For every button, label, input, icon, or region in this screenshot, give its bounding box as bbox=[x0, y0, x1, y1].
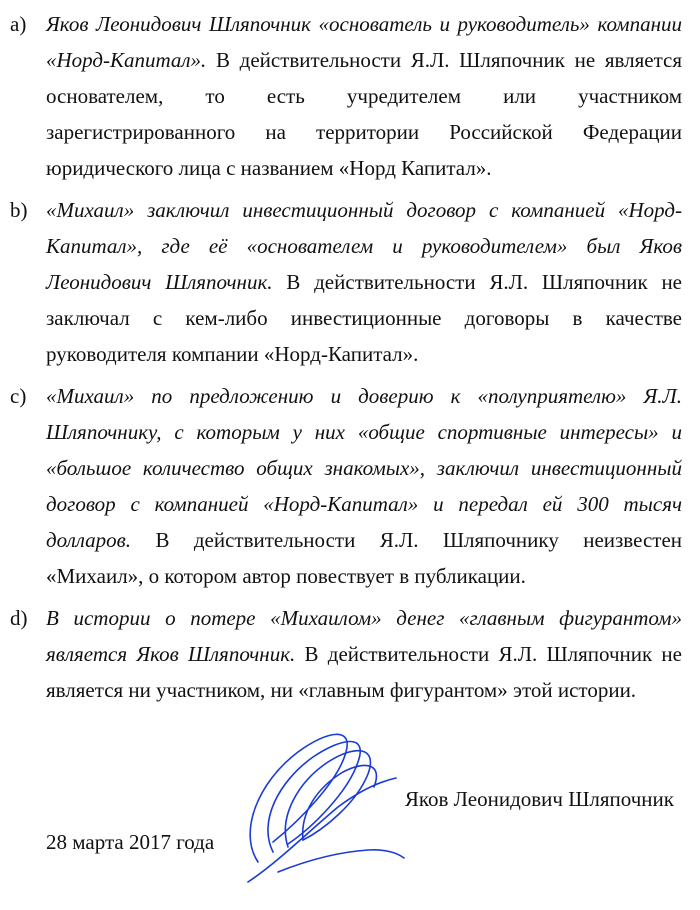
list-item bbox=[10, 378, 682, 594]
list-item bbox=[10, 192, 682, 372]
item-body bbox=[46, 192, 682, 372]
response-text: В действительности Я.Л. Шляпочник не является ни участником, ни «главным фигурантом» этой истории. bbox=[46, 642, 682, 702]
list-marker: a) bbox=[10, 12, 27, 36]
list-marker: c) bbox=[10, 384, 27, 408]
response-text: В действительности Я.Л. Шляпочник не заключал с кем-либо инвестиционные договоры в качестве руководителя компании «Норд-Капитал». bbox=[46, 270, 683, 366]
handwritten-signature bbox=[218, 712, 408, 902]
item-body bbox=[46, 600, 682, 708]
response-text: В действительности Я.Л. Шляпочнику неизвестен «Михаил», о котором автор повествует в публикации. bbox=[46, 528, 683, 588]
claim-text: В истории о потере «Михаилом» денег «главным фигурантом» является Яков Шляпочник. bbox=[46, 606, 682, 666]
claim-text: «Михаил» заключил инвестиционный договор с компанией «Норд-Капитал», где её «основателем и руководителем» был Яков Леонидович Шляпочник. bbox=[46, 198, 682, 294]
response-text: В действительности Я.Л. Шляпочник не является основателем, то есть учредителем или участником зарегистрированного на территории Российской Федерации юридического лица с названием «Норд Капитал». bbox=[46, 48, 682, 180]
claim-text: Яков Леонидович Шляпочник «основатель и руководитель» компании «Норд-Капитал». bbox=[46, 12, 682, 72]
list-item bbox=[10, 600, 682, 708]
list-item bbox=[10, 6, 682, 186]
list-marker: d) bbox=[10, 606, 28, 630]
item-body bbox=[46, 378, 682, 594]
signatory-name: Яков Леонидович Шляпочник bbox=[404, 787, 674, 811]
item-body bbox=[46, 6, 682, 186]
claim-text: «Михаил» по предложению и доверию к «полуприятелю» Я.Л. Шляпочнику, с которым у них «общие спортивные интересы» и «большое количество общих знакомых», заключил инвестиционный договор с компанией «Норд-Капитал» и передал ей 300 тысяч долларов. bbox=[46, 384, 682, 552]
list-marker: b) bbox=[10, 198, 28, 222]
claims-list bbox=[10, 6, 682, 714]
document-date: 28 марта 2017 года bbox=[46, 830, 215, 854]
